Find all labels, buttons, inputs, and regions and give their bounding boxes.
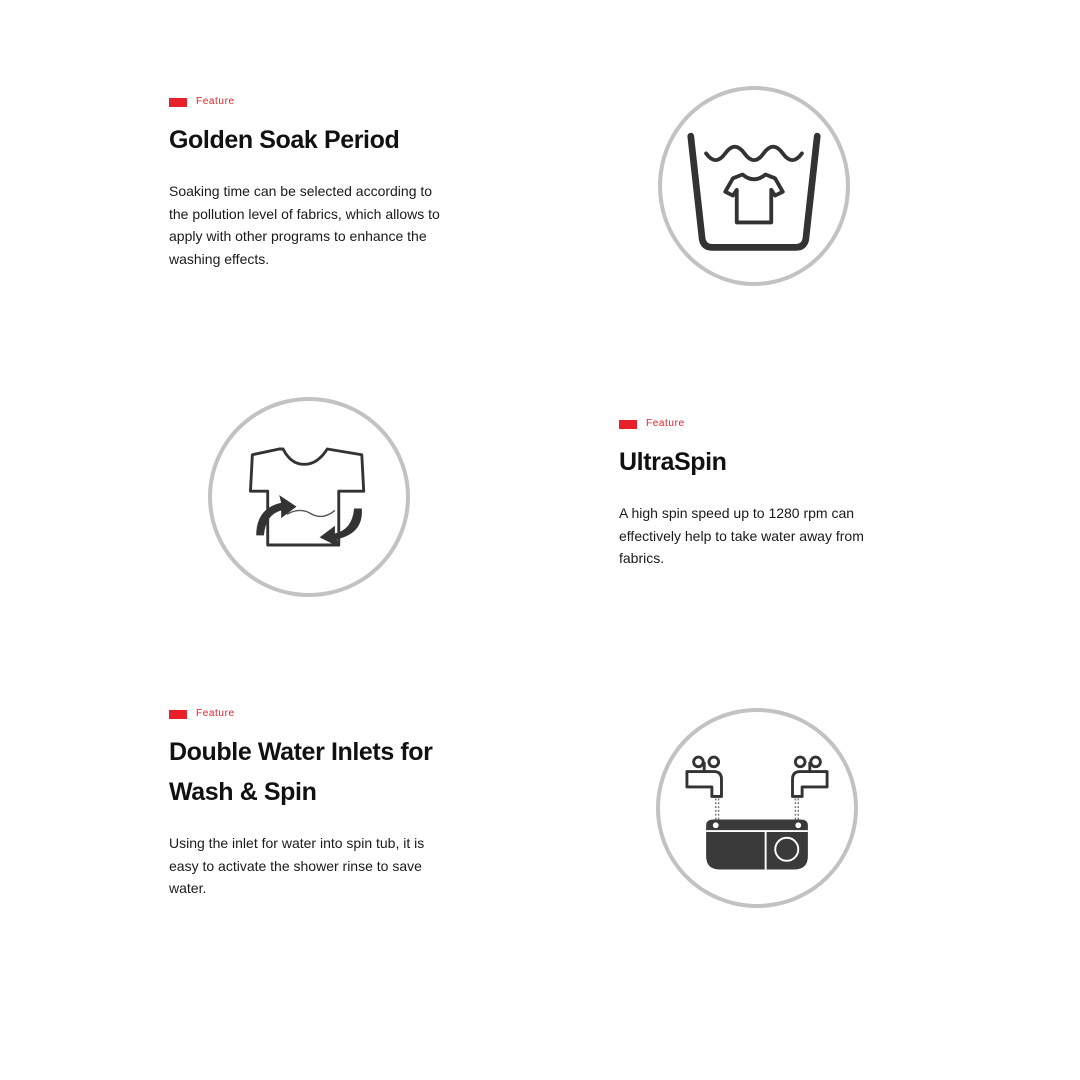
right-tap-icon bbox=[793, 757, 828, 796]
soak-basin-shirt-icon-graphic bbox=[662, 90, 846, 282]
shirt-spin-arrows-icon-graphic bbox=[212, 401, 406, 593]
tag-marker bbox=[169, 98, 187, 107]
feature-description: Soaking time can be selected according to the pollution level of fabrics, which allows to apply with other programs to enhance the washing effects. bbox=[169, 183, 440, 267]
shirt-spin-arrows-icon bbox=[208, 397, 410, 597]
tag-label: Feature bbox=[196, 96, 235, 107]
feature-text-block bbox=[169, 96, 469, 270]
feature-tag bbox=[619, 418, 919, 430]
tag-marker bbox=[619, 420, 637, 429]
feature-title: UltraSpin bbox=[619, 448, 727, 476]
soak-basin-shirt-icon bbox=[658, 86, 850, 286]
double-tap-inlets-icon-graphic bbox=[660, 712, 854, 904]
tag-label: Feature bbox=[196, 708, 235, 719]
tag-marker bbox=[169, 710, 187, 719]
feature-title: Double Water Inlets for Wash & Spin bbox=[169, 738, 433, 806]
feature-title: Golden Soak Period bbox=[169, 126, 400, 154]
feature-text-block bbox=[169, 708, 469, 900]
double-tap-inlets-icon bbox=[656, 708, 858, 908]
feature-description: Using the inlet for water into spin tub, it is easy to activate the shower rinse to save water. bbox=[169, 835, 425, 896]
feature-tag bbox=[169, 96, 469, 108]
tag-label: Feature bbox=[646, 418, 685, 429]
feature-tag bbox=[169, 708, 469, 720]
feature-description: A high spin speed up to 1280 rpm can effectively help to take water away from fabrics. bbox=[619, 505, 864, 566]
left-tap-icon bbox=[687, 757, 722, 796]
feature-text-block bbox=[619, 418, 919, 570]
